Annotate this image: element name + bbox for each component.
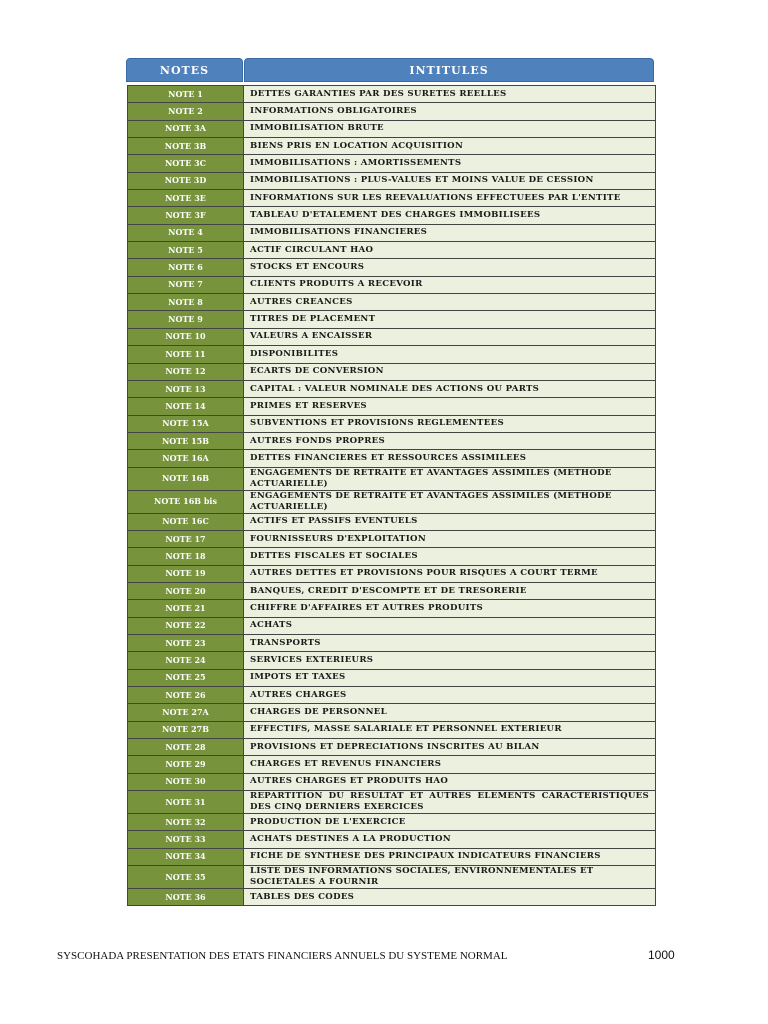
note-title: BANQUES, CREDIT D'ESCOMPTE ET DE TRESORERIE: [244, 582, 656, 599]
table-row: [128, 311, 656, 328]
note-title: DETTES FINANCIERES ET RESSOURCES ASSIMILEES: [244, 450, 656, 467]
note-title: INFORMATIONS OBLIGATOIRES: [244, 103, 656, 120]
note-number: NOTE 16B bis: [128, 490, 244, 513]
note-title: CHARGES DE PERSONNEL: [244, 704, 656, 721]
note-number: NOTE 36: [128, 889, 244, 906]
table-row: [128, 207, 656, 224]
note-number: NOTE 30: [128, 773, 244, 790]
table-row: [128, 242, 656, 259]
note-title: PRIMES ET RESERVES: [244, 398, 656, 415]
note-title: TABLEAU D'ETALEMENT DES CHARGES IMMOBILISEES: [244, 207, 656, 224]
note-number: NOTE 35: [128, 866, 244, 889]
note-number: NOTE 6: [128, 259, 244, 276]
table-row: [128, 450, 656, 467]
note-title: TABLES DES CODES: [244, 889, 656, 906]
note-title: IMMOBILISATION BRUTE: [244, 120, 656, 137]
note-number: NOTE 8: [128, 294, 244, 311]
note-title: AUTRES CHARGES ET PRODUITS HAO: [244, 773, 656, 790]
note-number: NOTE 11: [128, 346, 244, 363]
note-title: ACTIFS ET PASSIFS EVENTUELS: [244, 513, 656, 530]
note-number: NOTE 3A: [128, 120, 244, 137]
table-row: [128, 172, 656, 189]
note-number: NOTE 3B: [128, 138, 244, 155]
note-number: NOTE 27B: [128, 721, 244, 738]
note-number: NOTE 3D: [128, 172, 244, 189]
note-number: NOTE 33: [128, 831, 244, 848]
note-number: NOTE 17: [128, 530, 244, 547]
table-row: [128, 380, 656, 397]
note-title: ACTIF CIRCULANT HAO: [244, 242, 656, 259]
note-number: NOTE 16A: [128, 450, 244, 467]
note-title: CLIENTS PRODUITS A RECEVOIR: [244, 276, 656, 293]
note-number: NOTE 13: [128, 380, 244, 397]
table-row: [128, 120, 656, 137]
note-title: AUTRES DETTES ET PROVISIONS POUR RISQUES A COURT TERME: [244, 565, 656, 582]
table-row: [128, 565, 656, 582]
note-number: NOTE 5: [128, 242, 244, 259]
note-number: NOTE 18: [128, 548, 244, 565]
table-row: [128, 224, 656, 241]
table-row: [128, 669, 656, 686]
note-number: NOTE 16B: [128, 467, 244, 490]
table-row: [128, 831, 656, 848]
table-row: [128, 513, 656, 530]
table-row: [128, 328, 656, 345]
note-number: NOTE 23: [128, 634, 244, 651]
note-title: ENGAGEMENTS DE RETRAITE ET AVANTAGES ASSIMILES (METHODE ACTUARIELLE): [244, 467, 656, 490]
note-title: ACHATS DESTINES A LA PRODUCTION: [244, 831, 656, 848]
note-title: BIENS PRIS EN LOCATION ACQUISITION: [244, 138, 656, 155]
note-title: PRODUCTION DE L'EXERCICE: [244, 814, 656, 831]
table-row: [128, 582, 656, 599]
note-title: TITRES DE PLACEMENT: [244, 311, 656, 328]
note-number: NOTE 32: [128, 814, 244, 831]
note-number: NOTE 21: [128, 600, 244, 617]
note-title: INFORMATIONS SUR LES REEVALUATIONS EFFECTUEES PAR L'ENTITE: [244, 190, 656, 207]
note-title: FOURNISSEURS D'EXPLOITATION: [244, 530, 656, 547]
table-row: [128, 652, 656, 669]
note-title: REPARTITION DU RESULTAT ET AUTRES ELEMENTS CARACTERISTIQUES DES CINQ DERNIERS EXERCICES: [244, 791, 656, 814]
note-title: SUBVENTIONS ET PROVISIONS REGLEMENTEES: [244, 415, 656, 432]
table-row: [128, 600, 656, 617]
table-row: [128, 721, 656, 738]
table-row: [128, 276, 656, 293]
table-row: [128, 548, 656, 565]
note-title: CHARGES ET REVENUS FINANCIERS: [244, 756, 656, 773]
note-number: NOTE 27A: [128, 704, 244, 721]
table-row: [128, 773, 656, 790]
table-row: [128, 687, 656, 704]
note-title: VALEURS A ENCAISSER: [244, 328, 656, 345]
note-title: DETTES FISCALES ET SOCIALES: [244, 548, 656, 565]
header-notes: NOTES: [126, 58, 243, 82]
note-number: NOTE 14: [128, 398, 244, 415]
footer-text: SYSCOHADA PRESENTATION DES ETATS FINANCIERS ANNUELS DU SYSTEME NORMAL: [57, 950, 508, 962]
header-intitules: INTITULES: [244, 58, 654, 82]
table-row: [128, 791, 656, 814]
note-number: NOTE 12: [128, 363, 244, 380]
table-row: [128, 415, 656, 432]
notes-table: [127, 85, 656, 906]
note-number: NOTE 15B: [128, 432, 244, 449]
note-title: ECARTS DE CONVERSION: [244, 363, 656, 380]
table-row: [128, 530, 656, 547]
table-row: [128, 617, 656, 634]
note-number: NOTE 4: [128, 224, 244, 241]
note-number: NOTE 15A: [128, 415, 244, 432]
note-title: AUTRES CHARGES: [244, 687, 656, 704]
table-row: [128, 103, 656, 120]
note-number: NOTE 26: [128, 687, 244, 704]
table-row: [128, 259, 656, 276]
note-number: NOTE 29: [128, 756, 244, 773]
note-number: NOTE 31: [128, 791, 244, 814]
note-number: NOTE 7: [128, 276, 244, 293]
note-title: TRANSPORTS: [244, 634, 656, 651]
note-number: NOTE 3F: [128, 207, 244, 224]
note-title: FICHE DE SYNTHESE DES PRINCIPAUX INDICATEURS FINANCIERS: [244, 848, 656, 865]
table-row: [128, 432, 656, 449]
note-number: NOTE 16C: [128, 513, 244, 530]
table-row: [128, 814, 656, 831]
table-row: [128, 138, 656, 155]
note-number: NOTE 25: [128, 669, 244, 686]
table-row: [128, 704, 656, 721]
table-row: [128, 634, 656, 651]
note-title: ACHATS: [244, 617, 656, 634]
note-title: AUTRES CREANCES: [244, 294, 656, 311]
note-number: NOTE 9: [128, 311, 244, 328]
note-title: CAPITAL : VALEUR NOMINALE DES ACTIONS OU PARTS: [244, 380, 656, 397]
note-title: IMMOBILISATIONS : AMORTISSEMENTS: [244, 155, 656, 172]
note-title: EFFECTIFS, MASSE SALARIALE ET PERSONNEL EXTERIEUR: [244, 721, 656, 738]
note-number: NOTE 2: [128, 103, 244, 120]
table-row: [128, 346, 656, 363]
table-row: [128, 739, 656, 756]
note-title: AUTRES FONDS PROPRES: [244, 432, 656, 449]
note-number: NOTE 1: [128, 86, 244, 103]
note-title: LISTE DES INFORMATIONS SOCIALES, ENVIRONNEMENTALES ET SOCIETALES A FOURNIR: [244, 866, 656, 889]
table-row: [128, 889, 656, 906]
note-number: NOTE 24: [128, 652, 244, 669]
table-row: [128, 866, 656, 889]
table-row: [128, 756, 656, 773]
note-title: IMMOBILISATIONS : PLUS-VALUES ET MOINS VALUE DE CESSION: [244, 172, 656, 189]
note-number: NOTE 28: [128, 739, 244, 756]
note-number: NOTE 20: [128, 582, 244, 599]
note-number: NOTE 10: [128, 328, 244, 345]
note-number: NOTE 3E: [128, 190, 244, 207]
table-row: [128, 86, 656, 103]
note-title: ENGAGEMENTS DE RETRAITE ET AVANTAGES ASSIMILES (METHODE ACTUARIELLE): [244, 490, 656, 513]
table-row: [128, 190, 656, 207]
table-row: [128, 467, 656, 490]
note-title: DETTES GARANTIES PAR DES SURETES REELLES: [244, 86, 656, 103]
note-number: NOTE 22: [128, 617, 244, 634]
note-title: CHIFFRE D'AFFAIRES ET AUTRES PRODUITS: [244, 600, 656, 617]
note-number: NOTE 19: [128, 565, 244, 582]
table-row: [128, 848, 656, 865]
note-title: IMMOBILISATIONS FINANCIERES: [244, 224, 656, 241]
table-row: [128, 490, 656, 513]
table-row: [128, 155, 656, 172]
table-row: [128, 294, 656, 311]
note-title: IMPOTS ET TAXES: [244, 669, 656, 686]
table-row: [128, 398, 656, 415]
note-title: SERVICES EXTERIEURS: [244, 652, 656, 669]
page-number: 1000: [648, 948, 675, 962]
table-row: [128, 363, 656, 380]
note-title: DISPONIBILITES: [244, 346, 656, 363]
note-title: STOCKS ET ENCOURS: [244, 259, 656, 276]
note-number: NOTE 34: [128, 848, 244, 865]
note-title: PROVISIONS ET DEPRECIATIONS INSCRITES AU BILAN: [244, 739, 656, 756]
note-number: NOTE 3C: [128, 155, 244, 172]
